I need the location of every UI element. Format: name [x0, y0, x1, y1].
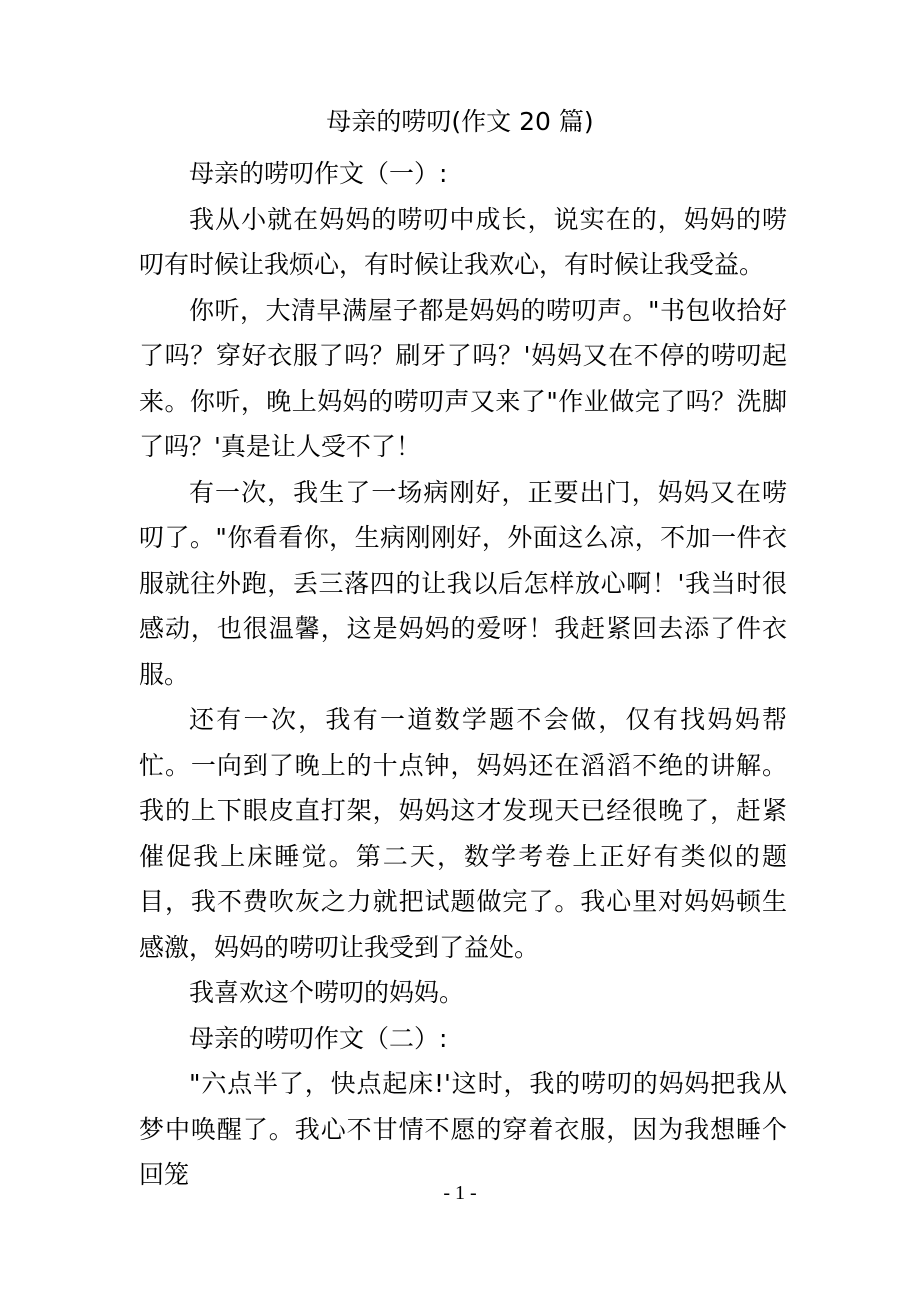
paragraph: 还有一次，我有一道数学题不会做，仅有找妈妈帮忙。一向到了晚上的十点钟，妈妈还在滔滔不绝的讲解。我的上下眼皮直打架，妈妈这才发现天已经很晚了，赶紧催促我上床睡觉。第二天，数学考卷上正好有类似的题目，我不费吹灰之力就把试题做完了。我心里对妈妈顿生感激，妈妈的唠叨让我受到了益处。	[139, 705, 787, 962]
document-title: 母亲的唠叨(作文 20 篇)	[326, 107, 594, 136]
paragraph: "六点半了，快点起床!'这时，我的唠叨的妈妈把我从梦中唤醒了。我心不甘情不愿的穿着衣服，因为我想睡个回笼	[139, 1069, 787, 1189]
paragraph: 我从小就在妈妈的唠叨中成长，说实在的，妈妈的唠叨有时候让我烦心，有时候让我欢心，有时候让我受益。	[139, 204, 787, 279]
paragraph-heading-2: 母亲的唠叨作文（二）:	[189, 1023, 448, 1053]
page-number: - 1 -	[443, 1182, 477, 1204]
paragraph-heading-1: 母亲的唠叨作文（一）:	[189, 159, 448, 188]
paragraph: 有一次，我生了一场病刚好，正要出门，妈妈又在唠叨了。"你看看你，生病刚刚好，外面这么凉，不加一件衣服就往外跑，丢三落四的让我以后怎样放心啊！'我当时很感动，也很温馨，这是妈妈的爱呀！我赶紧回去添了件衣服。	[139, 477, 787, 689]
document-body	[139, 151, 787, 1198]
paragraph: 你听，大清早满屋子都是妈妈的唠叨声。"书包收拾好了吗？穿好衣服了吗？刷牙了吗？'妈妈又在不停的唠叨起来。你听，晚上妈妈的唠叨声又来了"作业做完了吗？洗脚了吗？'真是让人受不了！	[139, 295, 787, 461]
paragraph: 我喜欢这个唠叨的妈妈。	[189, 978, 465, 1007]
